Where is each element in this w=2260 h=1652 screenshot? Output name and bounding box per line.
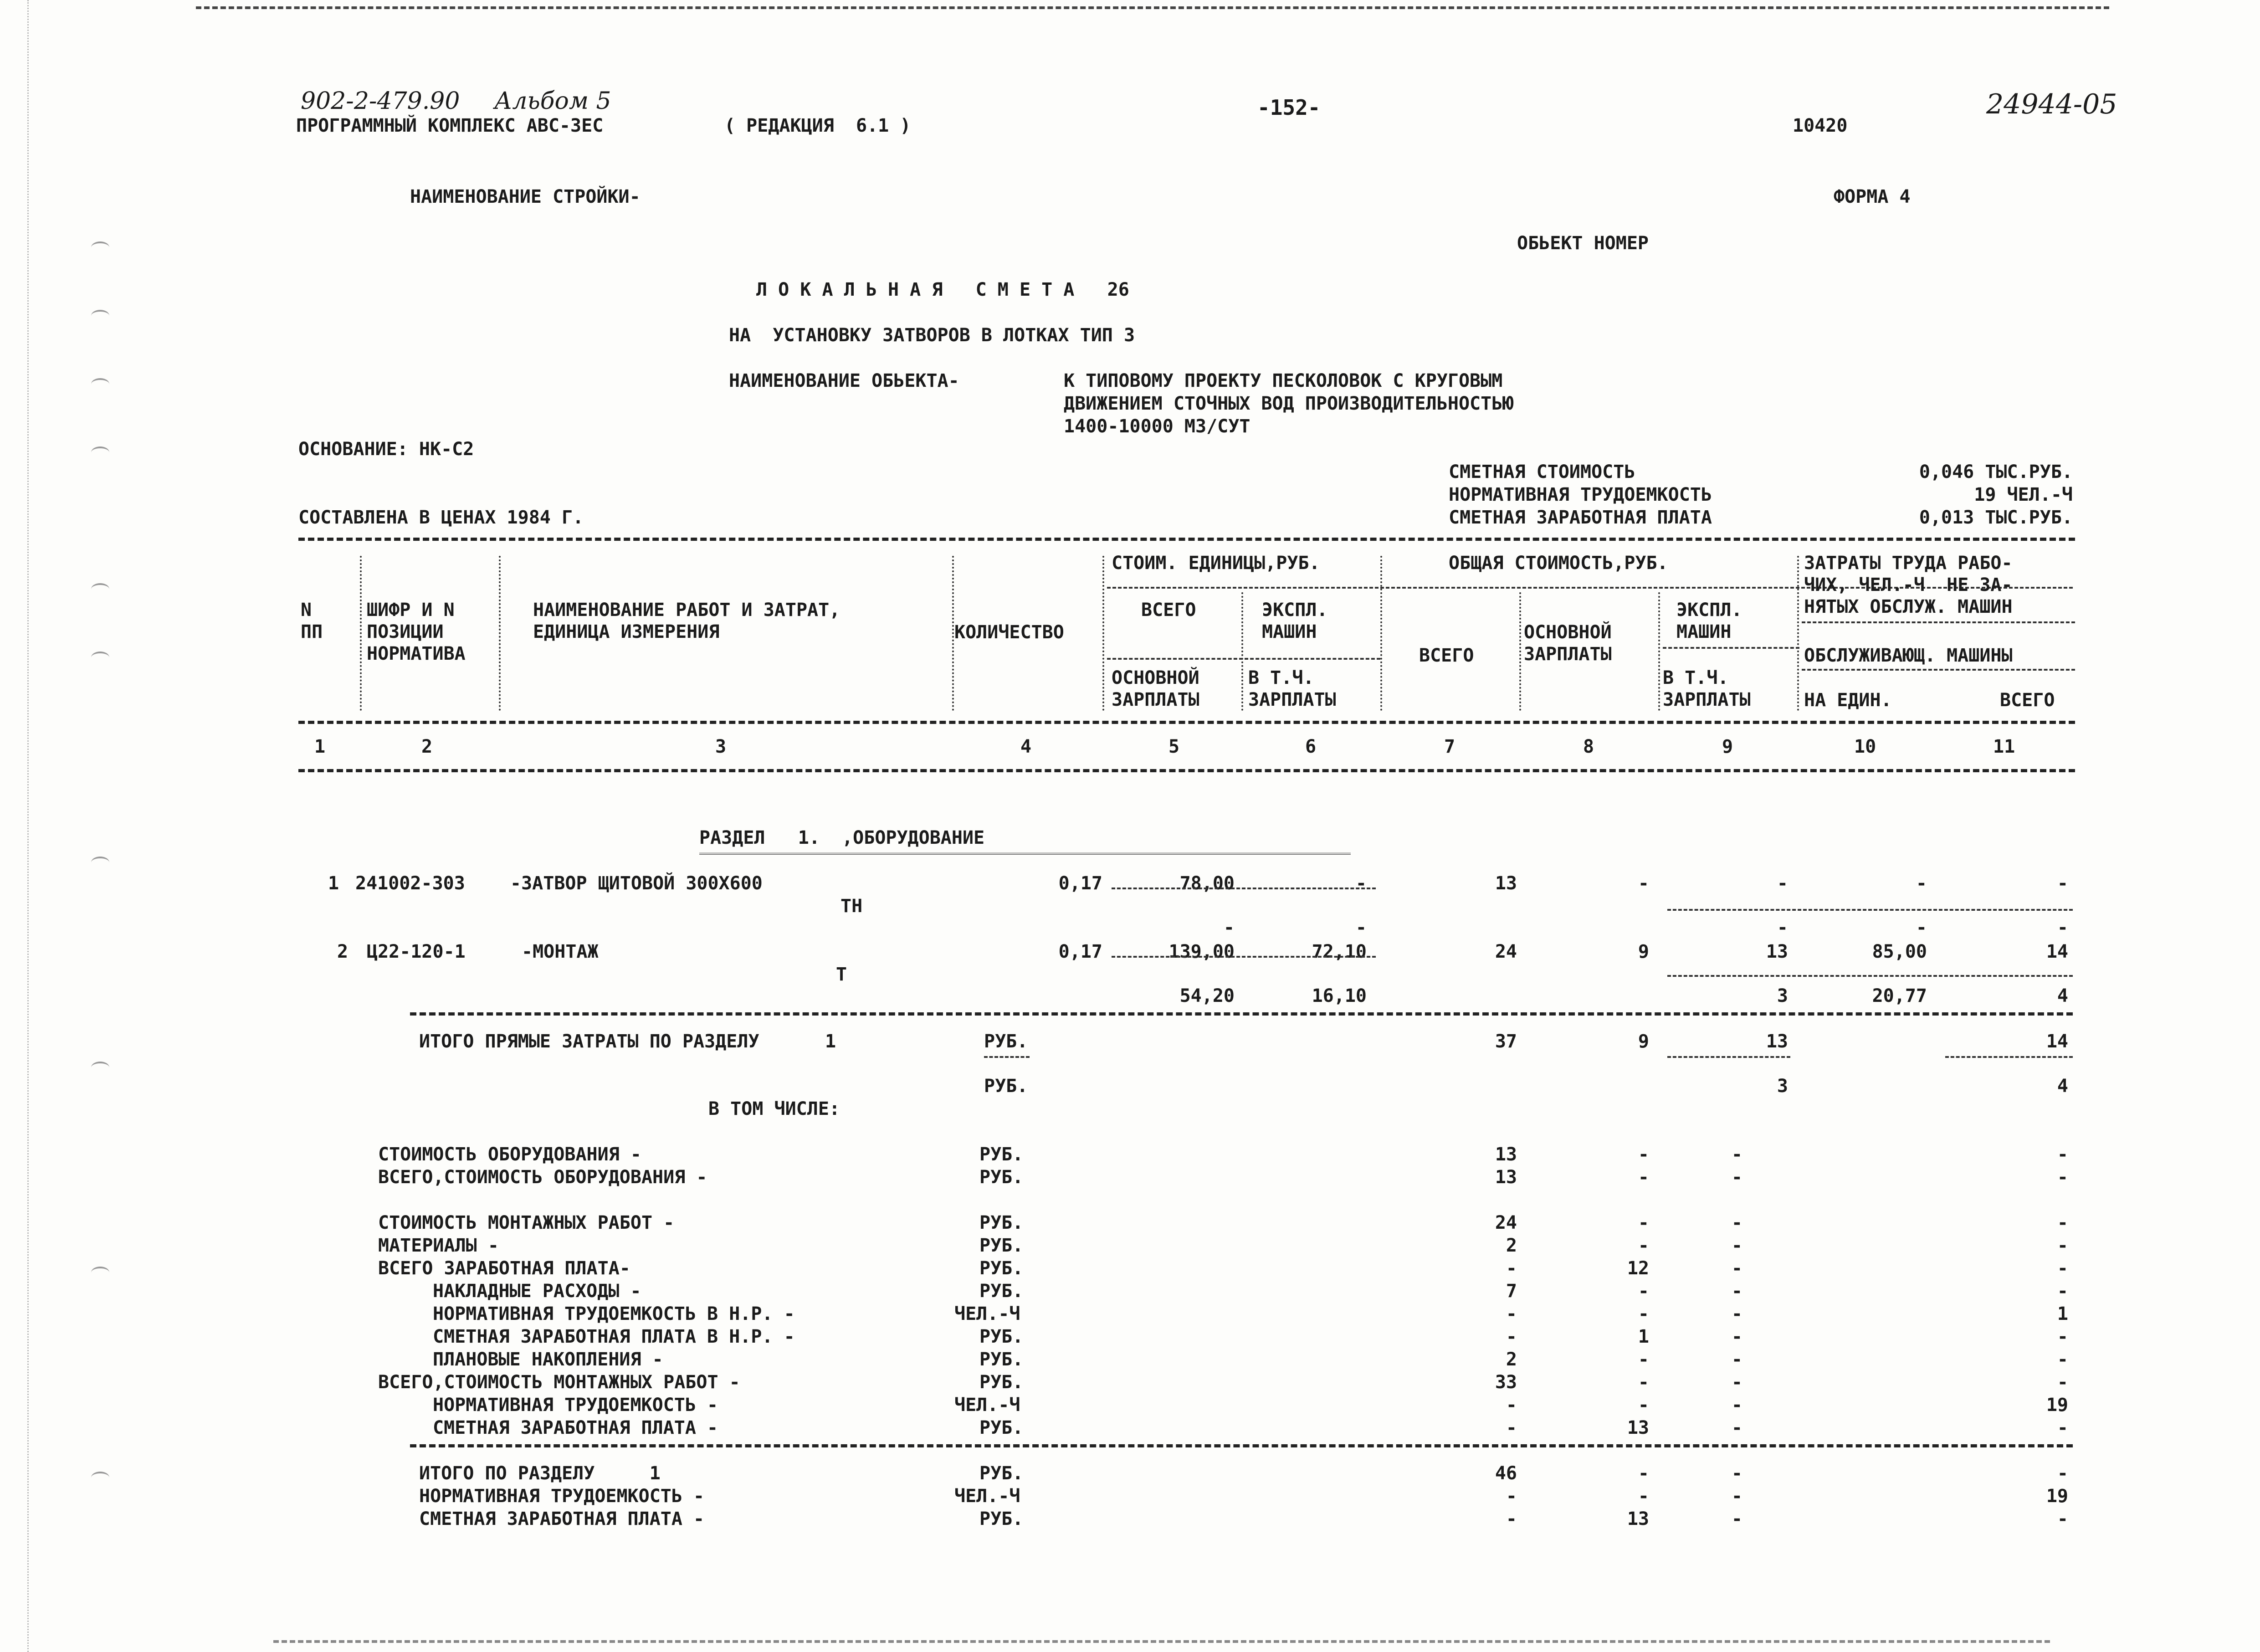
breakdown-unit: ЧЕЛ.-Ч: [954, 1303, 1020, 1324]
breakdown-mach: -: [1731, 1395, 1742, 1416]
breakdown-wage: 13: [1627, 1417, 1649, 1438]
row-sub-unit-mach-wage: 16,10: [1312, 985, 1367, 1006]
row-labor-unit: -: [1916, 873, 1927, 894]
section-total-unit: ЧЕЛ.-Ч: [954, 1486, 1020, 1507]
direct-costs-unit: РУБ.: [984, 1031, 1028, 1052]
row-sub-unit-wage: -: [1223, 917, 1235, 938]
col-header-unit-wage: ОСНОВНОЙ ЗАРПЛАТЫ: [1112, 667, 1199, 710]
breakdown-unit: РУБ.: [979, 1281, 1024, 1302]
summary-label: СМЕТНАЯ СТОИМОСТЬ: [1449, 462, 1635, 482]
breakdown-label: ВСЕГО,СТОИМОСТЬ МОНТАЖНЫХ РАБОТ -: [378, 1372, 740, 1393]
construction-name-label: НАИМЕНОВАНИЕ СТРОЙКИ-: [410, 186, 641, 207]
breakdown-total: -: [1506, 1303, 1517, 1324]
breakdown-label: СТОИМОСТЬ ОБОРУДОВАНИЯ -: [378, 1144, 641, 1165]
breakdown-labor: -: [2057, 1144, 2068, 1165]
col-header-code: ШИФР И N ПОЗИЦИИ НОРМАТИВА: [367, 600, 466, 664]
breakdown-labor: -: [2057, 1417, 2068, 1438]
breakdown-total: 13: [1495, 1167, 1517, 1188]
header-bottom-rule: [298, 721, 2075, 724]
header-sub-rule: [1802, 669, 2075, 671]
breakdown-wage: -: [1638, 1167, 1649, 1188]
breakdown-wage: -: [1638, 1303, 1649, 1324]
program-label: ПРОГРАММНЫЙ КОМПЛЕКС АВС-3ЕС: [296, 115, 604, 136]
row-labor-total: -: [2057, 873, 2068, 894]
row-sub-total-mach-wage: 3: [1777, 985, 1788, 1006]
breakdown-label: ПЛАНОВЫЕ НАКОПЛЕНИЯ -: [433, 1349, 663, 1370]
summary-label: НОРМАТИВНАЯ ТРУДОЕМКОСТЬ: [1449, 484, 1712, 505]
row-sub-labor-total: 4: [2057, 985, 2068, 1006]
section-total-label: ИТОГО ПО РАЗДЕЛУ 1: [419, 1463, 661, 1484]
breakdown-mach: -: [1731, 1417, 1742, 1438]
col-header-labor-unit: НА ЕДИН.: [1804, 690, 1892, 711]
summary-value: 0,046 ТЫС.РУБ.: [1919, 462, 2073, 482]
column-separator: [1519, 592, 1521, 711]
row-name: -МОНТАЖ: [522, 941, 599, 962]
direct-costs-unit: РУБ.: [984, 1076, 1028, 1097]
column-number-rule: [298, 769, 2075, 772]
section-total-unit: РУБ.: [979, 1508, 1024, 1529]
table-top-rule: [298, 538, 2075, 541]
col-number: 6: [1305, 736, 1317, 757]
row-code: 241002-303: [355, 873, 465, 894]
cell-rule: [1667, 975, 2073, 977]
row-total-wage: -: [1638, 873, 1649, 894]
breakdown-unit: РУБ.: [979, 1144, 1024, 1165]
breakdown-label: НОРМАТИВНАЯ ТРУДОЕМКОСТЬ В Н.Р. -: [433, 1303, 795, 1324]
header-sub-rule: [1663, 647, 1799, 649]
header-sub-rule: [1107, 658, 1380, 660]
row-labor-unit: 85,00: [1872, 941, 1927, 962]
row-sub-labor-unit: -: [1916, 917, 1927, 938]
breakdown-label: ВСЕГО ЗАРАБОТНАЯ ПЛАТА-: [378, 1258, 630, 1279]
section-total-total: -: [1506, 1486, 1517, 1507]
row-sub-labor-unit: 20,77: [1872, 985, 1927, 1006]
breakdown-labor: -: [2057, 1372, 2068, 1393]
breakdown-mach: -: [1731, 1281, 1742, 1302]
col-number: 5: [1168, 736, 1180, 757]
breakdown-wage: -: [1638, 1281, 1649, 1302]
section-total-labor: 19: [2046, 1486, 2068, 1507]
margin-mark: [91, 446, 109, 458]
object-name-line: К ТИПОВОМУ ПРОЕКТУ ПЕСКОЛОВОК С КРУГОВЫМ: [1064, 370, 1503, 391]
section-total-mach: -: [1731, 1463, 1742, 1484]
breakdown-label: НАКЛАДНЫЕ РАСХОДЫ -: [433, 1281, 641, 1302]
col-header-total-mach-wage: В Т.Ч. ЗАРПЛАТЫ: [1663, 667, 1751, 710]
page-top-edge: [196, 6, 2109, 9]
breakdown-mach: -: [1731, 1258, 1742, 1279]
album-label: Альбом 5: [494, 87, 611, 115]
row-code: Ц22-120-1: [367, 941, 466, 962]
margin-mark: [91, 1472, 109, 1483]
row-sub-unit-mach-wage: -: [1355, 917, 1367, 938]
direct-costs-label: ИТОГО ПРЯМЫЕ ЗАТРАТЫ ПО РАЗДЕЛУ 1: [419, 1031, 836, 1052]
row-number: 1: [328, 873, 339, 894]
group-header-labor: ЗАТРАТЫ ТРУДА РАБО- ЧИХ, ЧЕЛ.-Ч НЕ ЗА- НЯТЫХ ОБСЛУЖ. МАШИН: [1804, 553, 2013, 617]
header-sub-rule: [1802, 621, 2075, 623]
row-unit-total: 78,00: [1179, 873, 1235, 894]
group-header-total-cost: ОБЩАЯ СТОИМОСТЬ,РУБ.: [1449, 553, 1668, 574]
row-total-mach: -: [1777, 873, 1788, 894]
direct-costs-labor: 14: [2046, 1031, 2068, 1052]
breakdown-label: ВСЕГО,СТОИМОСТЬ ОБОРУДОВАНИЯ -: [378, 1167, 707, 1188]
project-code: 902-2-479.90: [301, 87, 460, 115]
margin-mark: [91, 1267, 109, 1278]
breakdown-labor: -: [2057, 1326, 2068, 1347]
column-separator: [1380, 556, 1382, 711]
cell-rule: [1667, 1056, 1790, 1058]
labor-sub-header: ОБСЛУЖИВАЮЩ. МАШИНЫ: [1804, 645, 2013, 666]
breakdown-unit: РУБ.: [979, 1349, 1024, 1370]
col-number: 4: [1020, 736, 1032, 757]
breakdown-total: 2: [1506, 1349, 1517, 1370]
col-number: 9: [1722, 736, 1733, 757]
cell-rule: [1945, 1056, 2073, 1058]
breakdown-unit: РУБ.: [979, 1167, 1024, 1188]
row-qty: 0,17: [1058, 941, 1102, 962]
col-header-total-wage: ОСНОВНОЙ ЗАРПЛАТЫ: [1524, 622, 1612, 665]
row-unit: ТН: [840, 896, 863, 917]
breakdown-labor: -: [2057, 1212, 2068, 1233]
breakdown-total: -: [1506, 1395, 1517, 1416]
breakdown-unit: РУБ.: [979, 1258, 1024, 1279]
breakdown-mach: -: [1731, 1235, 1742, 1256]
summary-label: СМЕТНАЯ ЗАРАБОТНАЯ ПЛАТА: [1449, 507, 1712, 528]
breakdown-labor: -: [2057, 1167, 2068, 1188]
row-sub-labor-total: -: [2057, 917, 2068, 938]
breakdown-label: МАТЕРИАЛЫ -: [378, 1235, 499, 1256]
col-header-total-mach: ЭКСПЛ. МАШИН: [1676, 600, 1742, 642]
column-separator: [1241, 592, 1243, 711]
breakdown-labor: 1: [2057, 1303, 2068, 1324]
breakdown-mach: -: [1731, 1212, 1742, 1233]
section-title: РАЗДЕЛ 1. ,ОБОРУДОВАНИЕ: [699, 827, 985, 848]
breakdown-total: -: [1506, 1417, 1517, 1438]
row-unit-mach: 72,10: [1312, 941, 1367, 962]
col-header-name: НАИМЕНОВАНИЕ РАБОТ И ЗАТРАТ, ЕДИНИЦА ИЗМЕРЕНИЯ: [533, 600, 840, 642]
direct-costs-labor: 4: [2057, 1076, 2068, 1097]
row-name: -ЗАТВОР ЩИТОВОЙ 300Х600: [510, 873, 763, 894]
breakdown-mach: -: [1731, 1326, 1742, 1347]
row-sub-total-mach-wage: -: [1777, 917, 1788, 938]
col-header-unit-mach-wage: В Т.Ч. ЗАРПЛАТЫ: [1248, 667, 1336, 710]
cell-rule: [984, 1056, 1030, 1058]
section-total-wage: -: [1638, 1486, 1649, 1507]
rows-bottom-rule: [410, 1012, 2073, 1016]
col-header-n: N ПП: [301, 600, 323, 642]
breakdown-label: СМЕТНАЯ ЗАРАБОТНАЯ ПЛАТА -: [433, 1417, 718, 1438]
row-total: 24: [1495, 941, 1517, 962]
archive-number: 24944-05: [1986, 88, 2117, 120]
estimate-title: Л О К А Л Ь Н А Я С М Е Т А 26: [756, 279, 1129, 300]
breakdown-wage: -: [1638, 1372, 1649, 1393]
breakdown-label: НОРМАТИВНАЯ ТРУДОЕМКОСТЬ -: [433, 1395, 718, 1416]
object-name-line: 1400-10000 М3/СУТ: [1064, 416, 1250, 437]
edition-label: ( РЕДАКЦИЯ 6.1 ): [724, 115, 911, 136]
breakdown-total: 7: [1506, 1281, 1517, 1302]
column-separator: [952, 556, 954, 711]
column-separator: [1658, 592, 1660, 711]
breakdown-label: СТОИМОСТЬ МОНТАЖНЫХ РАБОТ -: [378, 1212, 675, 1233]
col-number: 7: [1444, 736, 1455, 757]
breakdown-wage: 12: [1627, 1258, 1649, 1279]
breakdown-unit: ЧЕЛ.-Ч: [954, 1395, 1020, 1416]
section-total-wage: -: [1638, 1463, 1649, 1484]
breakdown-label: СМЕТНАЯ ЗАРАБОТНАЯ ПЛАТА В Н.Р. -: [433, 1326, 795, 1347]
breakdown-total: 13: [1495, 1144, 1517, 1165]
row-total-wage: 9: [1638, 941, 1649, 962]
summary-value: 19 ЧЕЛ.-Ч: [1974, 484, 2073, 505]
col-number: 3: [715, 736, 727, 757]
breakdown-wage: 1: [1638, 1326, 1649, 1347]
breakdown-wage: -: [1638, 1235, 1649, 1256]
section-total-labor: -: [2057, 1463, 2068, 1484]
col-header-unit-mach: ЭКСПЛ. МАШИН: [1262, 600, 1328, 642]
row-unit: Т: [836, 964, 847, 985]
margin-mark: [91, 583, 109, 595]
breakdown-labor: -: [2057, 1258, 2068, 1279]
breakdown-wage: -: [1638, 1349, 1649, 1370]
basis-label: ОСНОВАНИЕ: НК-С2: [298, 439, 474, 460]
estimate-subject: НА УСТАНОВКУ ЗАТВОРОВ В ЛОТКАХ ТИП 3: [729, 325, 1135, 346]
section-total-total: 46: [1495, 1463, 1517, 1484]
including-label: В ТОМ ЧИСЛЕ:: [708, 1098, 840, 1119]
breakdown-labor: -: [2057, 1235, 2068, 1256]
margin-mark: [91, 857, 109, 868]
breakdown-total: 2: [1506, 1235, 1517, 1256]
row-number: 2: [337, 941, 348, 962]
breakdown-unit: РУБ.: [979, 1372, 1024, 1393]
col-number: 1: [314, 736, 326, 757]
row-sub-unit-wage: 54,20: [1179, 985, 1235, 1006]
breakdown-total: -: [1506, 1258, 1517, 1279]
breakdown-mach: -: [1731, 1167, 1742, 1188]
column-separator: [499, 556, 501, 711]
col-number: 2: [421, 736, 433, 757]
object-number-label: ОБЬЕКТ НОМЕР: [1517, 233, 1649, 254]
row-total-mach: 13: [1766, 941, 1788, 962]
breakdown-wage: -: [1638, 1395, 1649, 1416]
breakdown-wage: -: [1638, 1144, 1649, 1165]
section-total-mach: -: [1731, 1486, 1742, 1507]
section-total-mach: -: [1731, 1508, 1742, 1529]
breakdown-wage: -: [1638, 1212, 1649, 1233]
col-number: 10: [1854, 736, 1876, 757]
margin-mark: [91, 241, 109, 253]
row-unit-mach: -: [1355, 873, 1367, 894]
column-separator: [360, 556, 362, 711]
object-name-line: ДВИЖЕНИЕМ СТОЧНЫХ ВОД ПРОИЗВОДИТЕЛЬНОСТЬЮ: [1064, 393, 1514, 414]
col-number: 11: [1993, 736, 2015, 757]
breakdown-labor: -: [2057, 1281, 2068, 1302]
doc-code: 10420: [1793, 115, 1848, 136]
col-number: 8: [1583, 736, 1594, 757]
section-total-labor: -: [2057, 1508, 2068, 1529]
section-total-label: НОРМАТИВНАЯ ТРУДОЕМКОСТЬ -: [419, 1486, 705, 1507]
prices-label: СОСТАВЛЕНА В ЦЕНАХ 1984 Г.: [298, 507, 584, 528]
breakdown-unit: РУБ.: [979, 1212, 1024, 1233]
section-total-unit: РУБ.: [979, 1463, 1024, 1484]
direct-costs-total: 37: [1495, 1031, 1517, 1052]
breakdown-unit: РУБ.: [979, 1417, 1024, 1438]
col-header-unit-total: ВСЕГО: [1141, 600, 1196, 621]
col-header-qty: КОЛИЧЕСТВО: [954, 622, 1064, 643]
section-total-wage: 13: [1627, 1508, 1649, 1529]
breakdown-mach: -: [1731, 1144, 1742, 1165]
page-bottom-edge: [273, 1640, 2050, 1643]
column-separator: [1797, 556, 1799, 711]
section-total-label: СМЕТНАЯ ЗАРАБОТНАЯ ПЛАТА -: [419, 1508, 705, 1529]
row-total: 13: [1495, 873, 1517, 894]
direct-costs-mach-wage: 3: [1777, 1076, 1788, 1097]
col-header-labor-total: ВСЕГО: [2000, 690, 2055, 711]
breakdown-total: 33: [1495, 1372, 1517, 1393]
breakdown-labor: -: [2057, 1349, 2068, 1370]
summary-value: 0,013 ТЫС.РУБ.: [1919, 507, 2073, 528]
direct-costs-wage: 9: [1638, 1031, 1649, 1052]
cell-rule: [1112, 956, 1376, 958]
margin-mark: [91, 652, 109, 663]
column-separator: [1102, 556, 1104, 711]
breakdown-mach: -: [1731, 1372, 1742, 1393]
row-unit-total: 139,00: [1168, 941, 1235, 962]
section-title-underline: [699, 853, 1351, 855]
row-labor-total: 14: [2046, 941, 2068, 962]
breakdown-mach: -: [1731, 1303, 1742, 1324]
breakdown-unit: РУБ.: [979, 1326, 1024, 1347]
object-name-label: НАИМЕНОВАНИЕ ОБЬЕКТА-: [729, 370, 959, 391]
margin-mark: [91, 378, 109, 390]
breakdown-total: -: [1506, 1326, 1517, 1347]
section-total-total: -: [1506, 1508, 1517, 1529]
cell-rule: [1112, 888, 1376, 889]
breakdown-total: 24: [1495, 1212, 1517, 1233]
direct-costs-mach: 13: [1766, 1031, 1788, 1052]
breakdown-mach: -: [1731, 1349, 1742, 1370]
form-label: ФОРМА 4: [1834, 186, 1911, 207]
page-number: -152-: [1257, 95, 1321, 120]
breakdown-unit: РУБ.: [979, 1235, 1024, 1256]
group-header-unit-cost: СТОИМ. ЕДИНИЦЫ,РУБ.: [1112, 553, 1320, 574]
margin-mark: [91, 1062, 109, 1073]
col-header-total: ВСЕГО: [1419, 645, 1474, 666]
page-left-edge: [27, 0, 29, 1652]
section-total-rule: [410, 1444, 2073, 1447]
margin-mark: [91, 310, 109, 322]
breakdown-labor: 19: [2046, 1395, 2068, 1416]
row-qty: 0,17: [1058, 873, 1102, 894]
cell-rule: [1667, 909, 2073, 911]
